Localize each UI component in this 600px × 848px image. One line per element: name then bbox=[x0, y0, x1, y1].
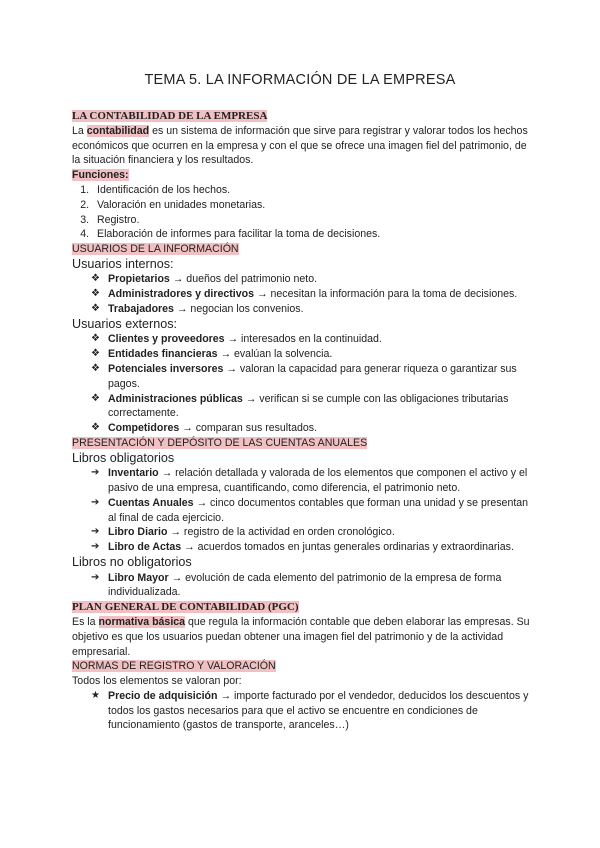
libros-no-obligatorios-list bbox=[72, 571, 530, 601]
list-item bbox=[72, 525, 530, 540]
page-title: TEMA 5. LA INFORMACIÓN DE LA EMPRESA bbox=[144, 72, 456, 88]
usuarios-internos-list bbox=[72, 272, 530, 316]
item-desc: → dueños del patrimonio neto. bbox=[169, 273, 318, 286]
item-desc: → evolución de cada elemento del patrimonio de la empresa de forma individualizada. bbox=[108, 571, 502, 599]
item-term: Libro de Actas bbox=[108, 541, 182, 554]
item-desc: → acuerdos tomados en juntas generales ordinarias y extraordinarias. bbox=[181, 541, 514, 554]
highlight-term: contabilidad bbox=[86, 124, 150, 137]
contabilidad-paragraph bbox=[72, 124, 530, 168]
item-desc: → verifican si se cumple con las obligaciones tributarias correctamente. bbox=[108, 392, 509, 420]
section-heading-normas: NORMAS DE REGISTRO Y VALORACIÓN bbox=[72, 660, 276, 673]
list-item: 3. Registro. bbox=[92, 213, 530, 228]
text-fragment: que regula la información contable que deben elaborar las empresas. Su objetivo es que los usuarios puedan obtener una imagen fiel del patrimonio y de la actividad empresarial. bbox=[72, 615, 530, 658]
pgc-paragraph bbox=[72, 615, 530, 659]
list-item: 1. Identificación de los hechos. bbox=[92, 183, 530, 198]
item-desc: → negocian los convenios. bbox=[173, 303, 304, 316]
document-body bbox=[72, 109, 530, 733]
diamond-bullet-icon: ❖ bbox=[91, 288, 100, 300]
item-desc: → interesados en la continuidad. bbox=[224, 333, 382, 346]
item-desc: → relación detallada y valorada de los elementos que componen el activo y el pasivo de una empresa, cuantificando, como diferencia, el patrimonio neto. bbox=[108, 467, 528, 495]
item-desc: → comparan sus resultados. bbox=[179, 422, 318, 435]
item-term: Clientes y proveedores bbox=[108, 333, 225, 346]
item-term: Competidores bbox=[108, 422, 180, 435]
text-fragment: La bbox=[72, 124, 87, 137]
diamond-bullet-icon: ❖ bbox=[91, 333, 100, 345]
list-item bbox=[72, 540, 530, 555]
list-item bbox=[72, 302, 530, 317]
text-fragment: Es la bbox=[72, 615, 99, 628]
item-desc: → necesitan la información para la toma de decisiones. bbox=[254, 288, 518, 301]
item-term: Inventario bbox=[108, 467, 159, 480]
item-term: Administraciones públicas bbox=[108, 392, 243, 405]
list-item bbox=[72, 421, 530, 436]
list-item bbox=[72, 392, 530, 422]
libros-no-obligatorios-label: Libros no obligatorios bbox=[72, 555, 192, 570]
item-desc: → registro de la actividad en orden cronológico. bbox=[167, 526, 395, 539]
item-term: Libro Diario bbox=[108, 526, 168, 539]
diamond-bullet-icon: ❖ bbox=[91, 303, 100, 315]
item-term: Libro Mayor bbox=[108, 571, 169, 584]
funciones-list bbox=[72, 183, 530, 242]
item-term: Potenciales inversores bbox=[108, 362, 224, 375]
funciones-label: Funciones: bbox=[72, 169, 129, 182]
section-heading-pgc: PLAN GENERAL DE CONTABILIDAD (PGC) bbox=[72, 601, 299, 614]
libros-obligatorios-list bbox=[72, 466, 530, 555]
diamond-bullet-icon: ❖ bbox=[91, 273, 100, 285]
text-fragment: es un sistema de información que sirve para registrar y valorar todos los hechos económicos que ocurren en la empresa y con el que se ofrece una imagen fiel del patrimonio, de la situación financiera y los resultados. bbox=[72, 124, 528, 167]
section-heading-cuentas-anuales: PRESENTACIÓN Y DEPÓSITO DE LAS CUENTAS ANUALES bbox=[72, 436, 368, 449]
arrow-bullet-icon: ➔ bbox=[91, 526, 100, 538]
list-item bbox=[72, 571, 530, 601]
diamond-bullet-icon: ❖ bbox=[91, 348, 100, 360]
list-item bbox=[72, 466, 530, 496]
diamond-bullet-icon: ❖ bbox=[91, 362, 100, 374]
usuarios-externos-list bbox=[72, 332, 530, 436]
arrow-bullet-icon: ➔ bbox=[91, 467, 100, 479]
list-item bbox=[72, 332, 530, 347]
item-term: Cuentas Anuales bbox=[108, 496, 194, 509]
item-term: Entidades financieras bbox=[108, 348, 218, 361]
list-item bbox=[72, 496, 530, 526]
item-desc: → evalúan la solvencia. bbox=[217, 348, 333, 361]
usuarios-internos-label: Usuarios internos: bbox=[72, 256, 174, 271]
diamond-bullet-icon: ❖ bbox=[91, 422, 100, 434]
arrow-bullet-icon: ➔ bbox=[91, 541, 100, 553]
diamond-bullet-icon: ❖ bbox=[91, 392, 100, 404]
arrow-bullet-icon: ➔ bbox=[91, 496, 100, 508]
item-desc: → cinco documentos contables que forman una unidad y se presentan al final de cada ejercicio. bbox=[108, 496, 529, 524]
section-heading-contabilidad: LA CONTABILIDAD DE LA EMPRESA bbox=[72, 110, 268, 122]
arrow-bullet-icon: ➔ bbox=[91, 571, 100, 583]
highlight-term: normativa básica bbox=[98, 615, 186, 628]
item-term: Administradores y directivos bbox=[108, 288, 255, 301]
list-item bbox=[72, 287, 530, 302]
list-item bbox=[72, 689, 530, 733]
item-desc: → valoran la capacidad para generar riqueza o garantizar sus pagos. bbox=[108, 362, 517, 390]
list-item: 4. Elaboración de informes para facilitar la toma de decisiones. bbox=[92, 227, 530, 242]
libros-obligatorios-label: Libros obligatorios bbox=[72, 450, 175, 465]
list-item bbox=[72, 362, 530, 392]
normas-list bbox=[72, 689, 530, 733]
item-term: Propietarios bbox=[108, 273, 170, 286]
section-heading-usuarios: USUARIOS DE LA INFORMACIÓN bbox=[72, 243, 239, 256]
item-term: Trabajadores bbox=[108, 303, 174, 316]
list-item bbox=[72, 347, 530, 362]
list-item: 2. Valoración en unidades monetarias. bbox=[92, 198, 530, 213]
list-item bbox=[72, 272, 530, 287]
usuarios-externos-label: Usuarios externos: bbox=[72, 316, 177, 331]
star-bullet-icon: ★ bbox=[91, 689, 100, 701]
normas-intro: Todos los elementos se valoran por: bbox=[72, 675, 242, 688]
item-desc: → importe facturado por el vendedor, deducidos los descuentos y todos los gastos necesarios para que el activo se encuentre en condiciones de funcionamiento (gastos de transporte, aranceles…) bbox=[108, 689, 529, 732]
item-term: Precio de adquisición bbox=[108, 689, 218, 702]
